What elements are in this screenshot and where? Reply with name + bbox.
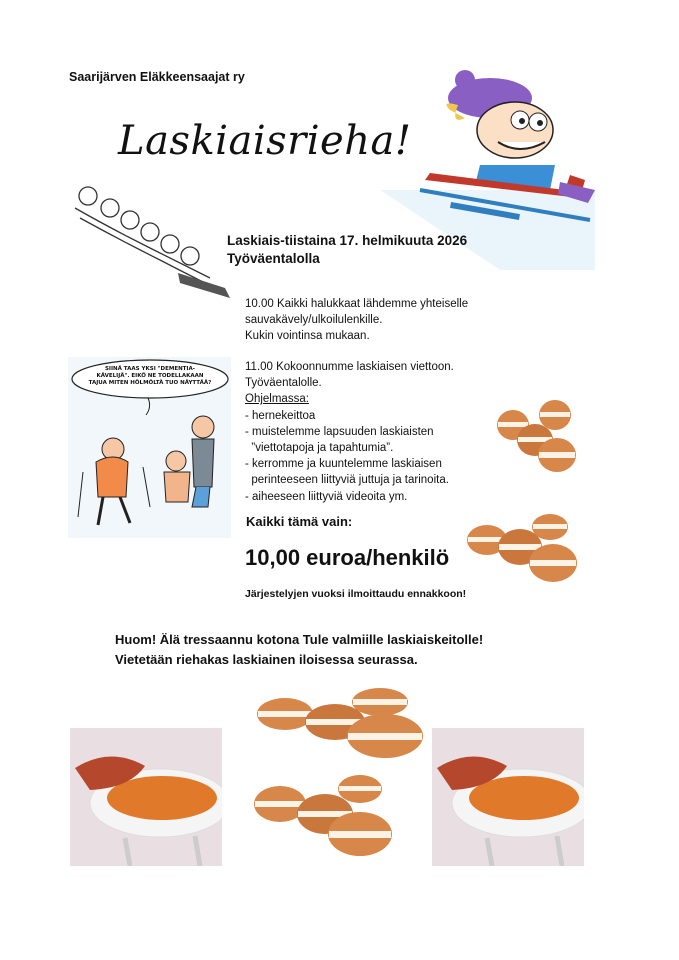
ohjelmassa-heading: Ohjelmassa: [245, 393, 309, 406]
event-info [227, 232, 467, 268]
program-walk [245, 296, 468, 345]
dementia-walker-cartoon [68, 357, 231, 538]
poster-title: Laskiaisrieha! [118, 118, 412, 164]
bun-group [467, 514, 577, 582]
event-date: Laskiais-tiistaina 17. helmikuuta 2026 [227, 233, 468, 248]
footer-line: Vietetään riehakas laskiainen iloisessa seurassa. [115, 652, 418, 667]
program-item: - kerromme ja kuuntelemme laskiaisen [245, 458, 442, 471]
program-item: - muistelemme lapsuuden laskiaisten [245, 425, 434, 438]
program-line: sauvakävely/ulkoilulenkille. [245, 314, 383, 327]
speech-line: TAJUA MITEN HÖLMÖLTÄ TUO NÄYTTÄÄ? [88, 380, 212, 386]
program-line: 10.00 Kaikki halukkaat lähdemme yhteiselle [245, 298, 469, 310]
bun-group [254, 688, 423, 856]
footer-line: Huom! Älä tressaannu kotona Tule valmiille laskiaiskeitolle! [115, 632, 484, 647]
program-item: - hernekeittoa [245, 409, 316, 422]
price-intro: Kaikki tämä vain: [246, 514, 353, 529]
skiers-sketch [70, 178, 230, 303]
organization-name: Saarijärven Eläkkeensaajat ry [69, 70, 245, 84]
laskiaispulla-photo [495, 395, 585, 485]
pea-soup-photo-right [432, 728, 584, 866]
program-line: Työväentalolle. [245, 377, 322, 390]
program-line: Kukin vointinsa mukaan. [245, 330, 370, 343]
signup-note: Järjestelyjen vuoksi ilmoittaudu ennakkoon! [245, 588, 467, 600]
program-item: - aiheeseen liittyviä videoita ym. [245, 490, 408, 503]
laskiaispulla-photo [465, 505, 585, 590]
bun-group [497, 400, 576, 472]
footer-note [115, 630, 483, 670]
speech-line: KÄVELIJÄ". EIKÖ NE TODELLAKAAN [96, 373, 204, 379]
program-line: 11.00 Kokoonnumme laskiaisen viettoon. [245, 361, 454, 373]
event-venue: Työväentalolla [227, 251, 320, 266]
program-item: ”viettotapoja ja tapahtumia”. [245, 442, 394, 455]
speech-line: SIINÄ TAAS YKSI "DEMENTIA- [104, 366, 196, 372]
speech-text [86, 366, 214, 387]
program-item: perinteeseen liittyviä juttuja ja tarinoita. [245, 474, 449, 487]
buns-photo-center [250, 684, 435, 862]
program-gathering [245, 359, 454, 505]
price: 10,00 euroa/henkilö [245, 545, 450, 570]
pea-soup-photo-left [70, 728, 222, 866]
